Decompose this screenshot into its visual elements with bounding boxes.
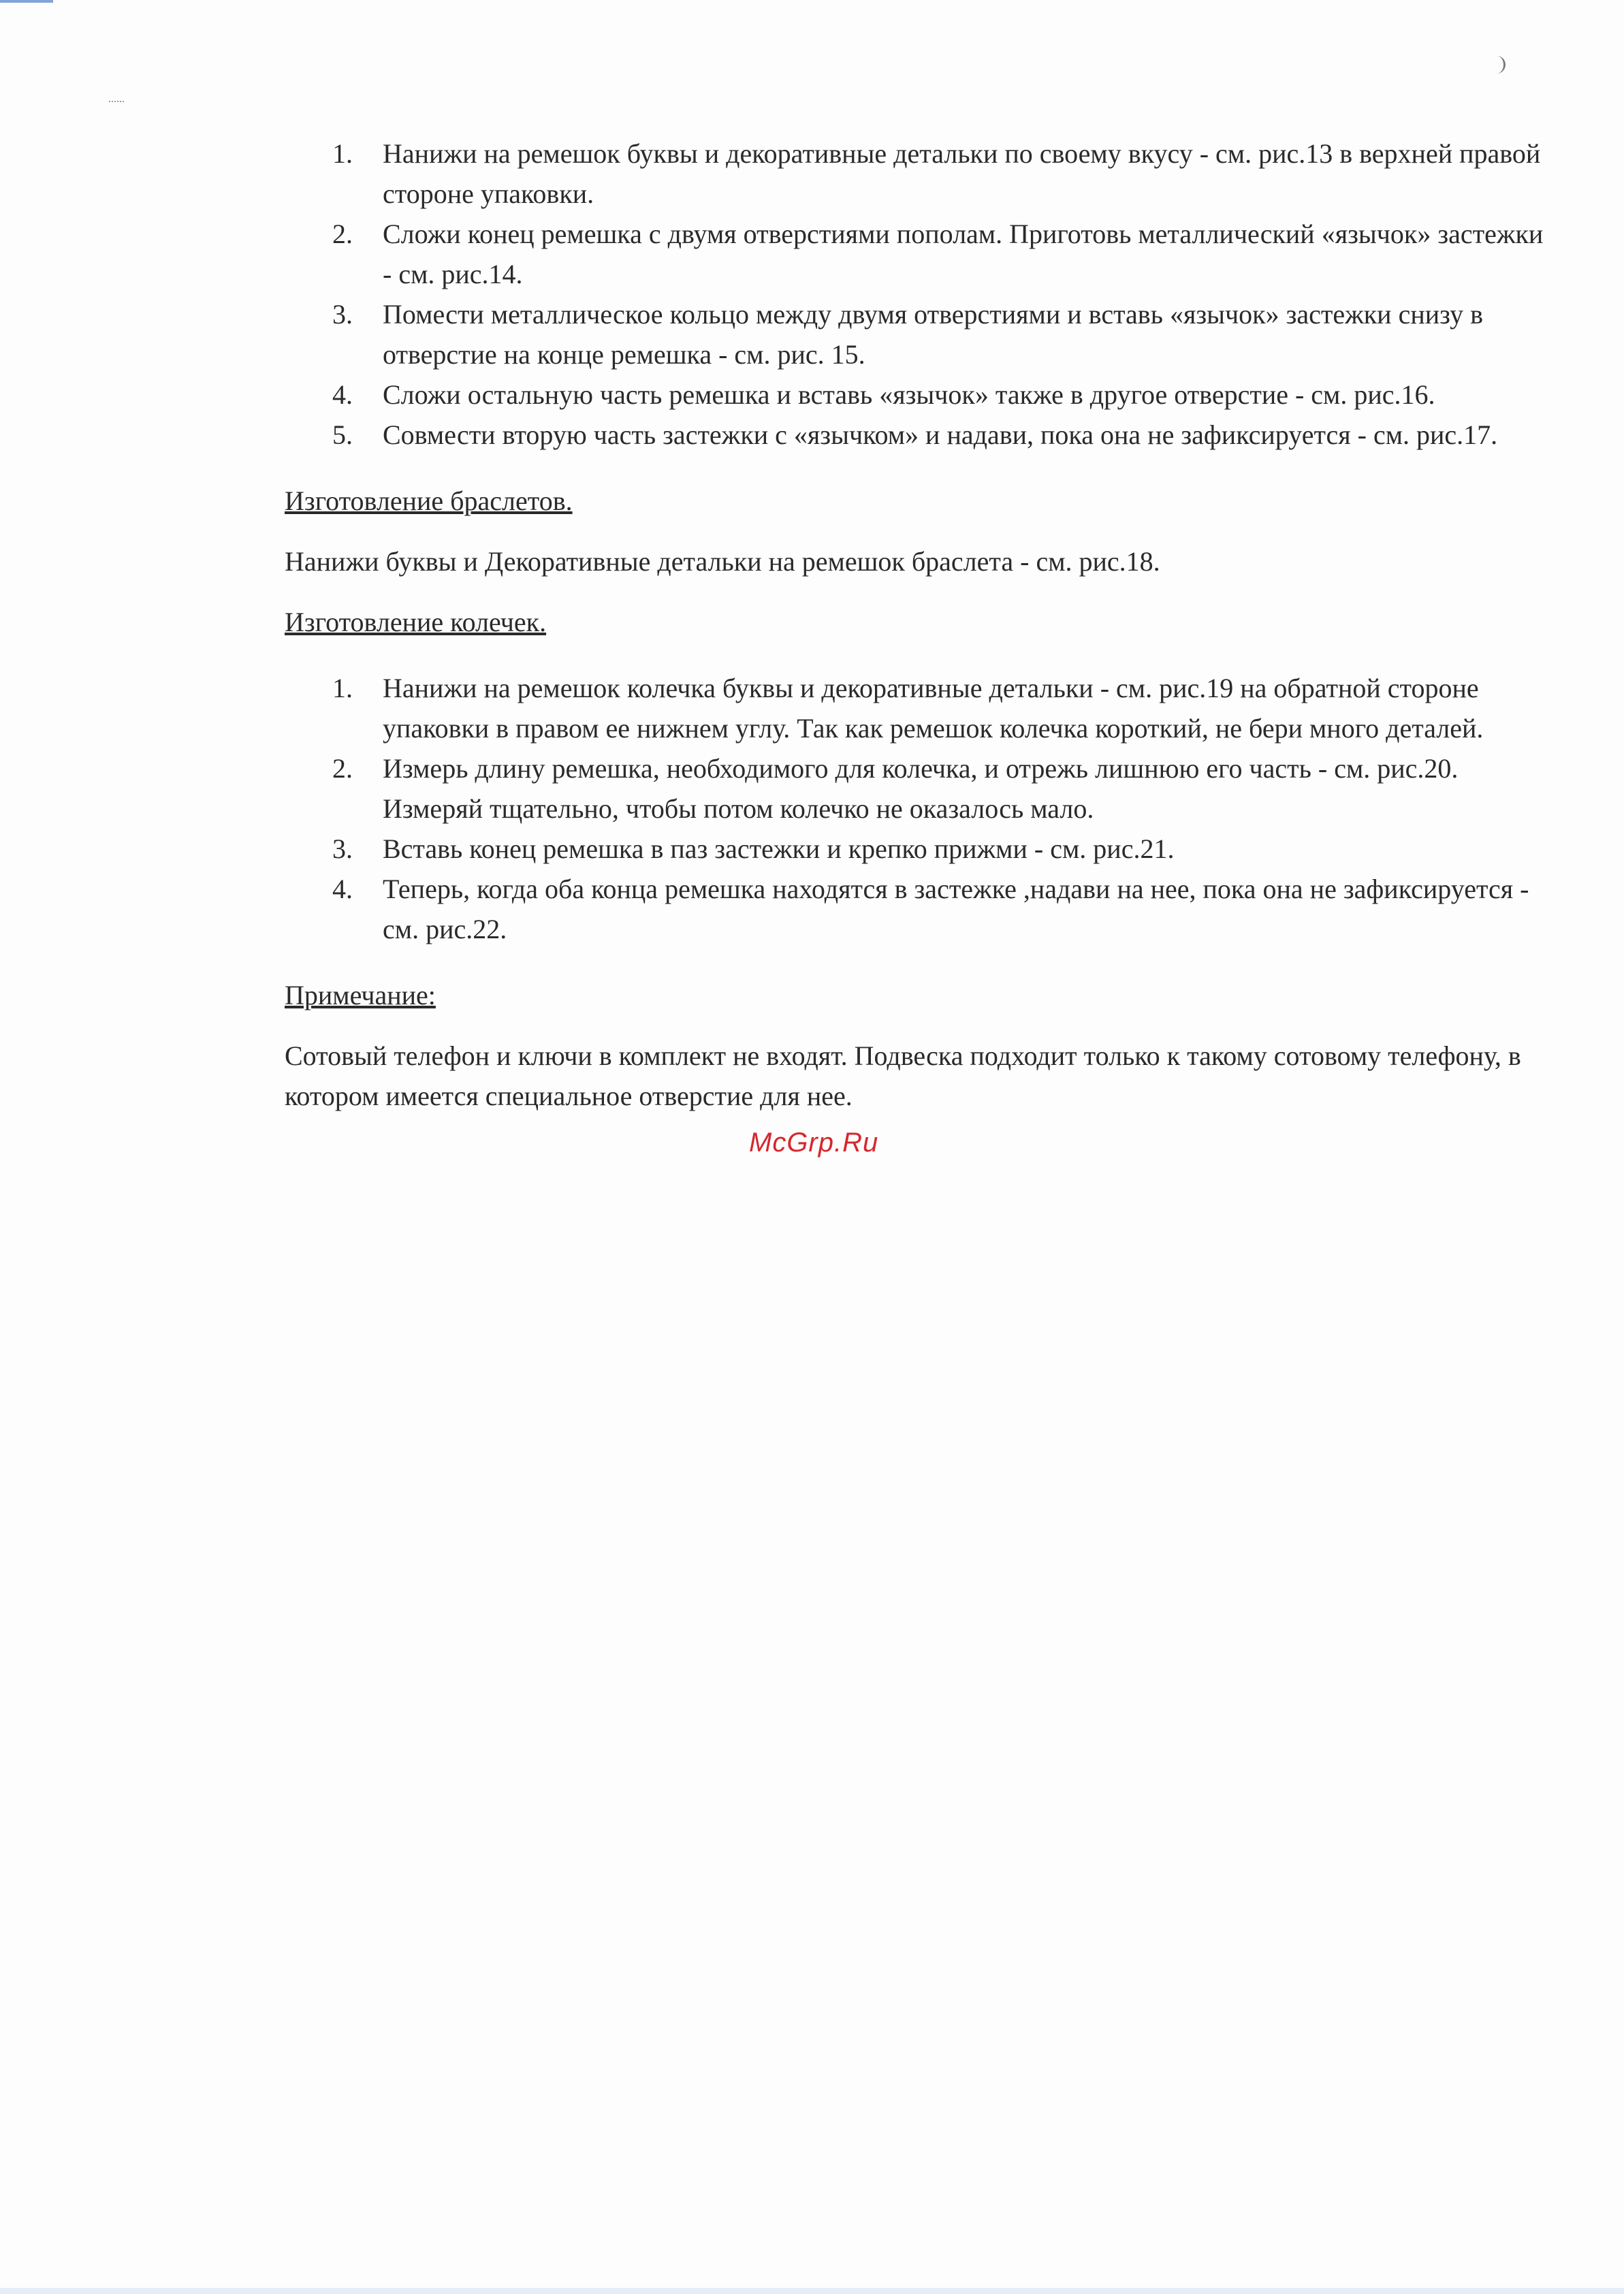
list-number: 4. [332, 874, 353, 904]
scan-edge-bottom [0, 2288, 1624, 2294]
list-item [285, 869, 1551, 949]
list-text: Теперь, когда оба конца ремешка находятся в застежке ,надави на нее, пока она не зафиксируется - см. рис.22. [383, 874, 1529, 944]
list-text: Помести металлическое кольцо между двумя отверстиями и вставь «язычок» застежки снизу в отверстие на конце ремешка - см. рис. 15. [383, 299, 1483, 370]
assembly-steps-list [285, 133, 1551, 455]
list-text: Нанижи на ремешок колечка буквы и декоративные детальки - см. рис.19 на обратной стороне упаковки в правом ее нижнем углу. Так как ремешок колечка короткий, не бери много деталей. [383, 673, 1484, 744]
list-item [285, 829, 1551, 869]
list-number: 2. [332, 753, 353, 784]
list-text: Нанижи на ремешок буквы и декоративные детальки по своему вкусу - см. рис.13 в верхней правой стороне упаковки. [383, 138, 1541, 209]
list-number: 2. [332, 219, 353, 249]
rings-heading: Изготовление колечек. [285, 607, 547, 637]
scan-mark-top-left [109, 101, 124, 105]
list-item [285, 748, 1551, 829]
rings-steps-list [285, 668, 1551, 949]
note-heading: Примечание: [285, 980, 436, 1010]
list-item [285, 214, 1551, 294]
list-number: 4. [332, 379, 353, 410]
bracelets-paragraph: Нанижи буквы и Декоративные детальки на ремешок браслета - см. рис.18. [285, 546, 1160, 577]
list-number: 3. [332, 833, 353, 864]
list-item [285, 415, 1551, 455]
note-paragraph: Сотовый телефон и ключи в комплект не входят. Подвеска подходит только к такому сотовому телефону, в котором имеется специальное отверстие для нее. [285, 1040, 1521, 1111]
list-text: Сложи конец ремешка с двумя отверстиями пополам. Приготовь металлический «язычок» застежки - см. рис.14. [383, 219, 1544, 289]
list-item [285, 133, 1551, 214]
document-body [285, 133, 1551, 1116]
list-item [285, 294, 1551, 375]
list-item [285, 668, 1551, 748]
list-number: 1. [332, 673, 353, 703]
list-text: Сложи остальную часть ремешка и вставь «язычок» также в другое отверстие - см. рис.16. [383, 379, 1435, 410]
list-text: Совмести вторую часть застежки с «язычком» и надави, пока она не зафиксируется - см. рис.17. [383, 419, 1498, 450]
scan-mark-top-right [1490, 56, 1506, 74]
watermark-text: McGrp.Ru [749, 1128, 879, 1158]
list-text: Вставь конец ремешка в паз застежки и крепко прижми - см. рис.21. [383, 833, 1175, 864]
list-text: Измерь длину ремешка, необходимого для колечка, и отрежь лишнюю его часть - см. рис.20. Измеряй тщательно, чтобы потом колечко не оказалось мало. [383, 753, 1459, 824]
bracelets-heading: Изготовление браслетов. [285, 485, 573, 516]
list-item [285, 375, 1551, 415]
list-number: 5. [332, 419, 353, 450]
list-number: 1. [332, 138, 353, 169]
list-number: 3. [332, 299, 353, 330]
scan-edge-top [0, 0, 53, 3]
